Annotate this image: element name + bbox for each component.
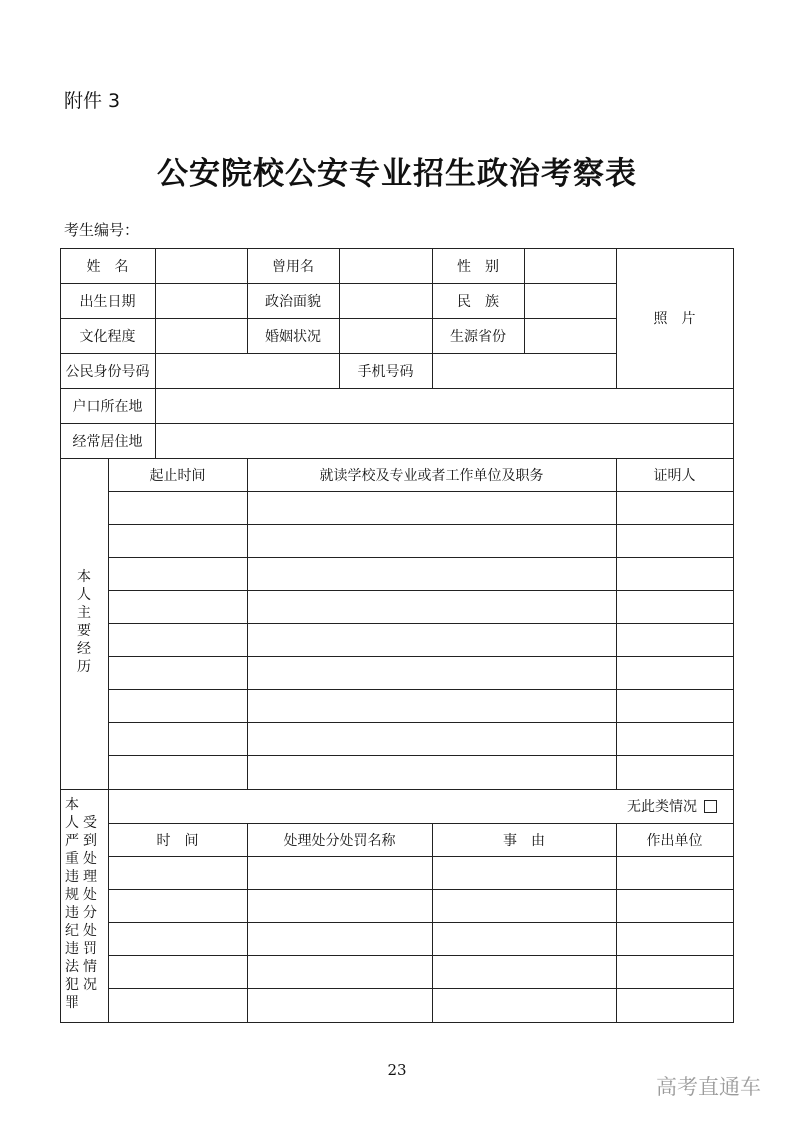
experience-period-header: 起止时间 (149, 467, 206, 484)
education-label: 文化程度 (79, 328, 136, 345)
experience-school-header: 就读学校及专业或者工作单位及职务 (319, 467, 544, 484)
source-province-label: 生源省份 (450, 328, 506, 345)
birth-date-field[interactable] (155, 283, 247, 318)
penalty-name-header: 处理处分处罚名称 (283, 832, 396, 849)
page-number: 23 (387, 1061, 407, 1079)
residence-label: 经常居住地 (72, 433, 143, 450)
household-field[interactable] (155, 388, 733, 423)
political-status-label: 政治面貌 (265, 293, 321, 310)
ethnicity-label: 民 族 (457, 293, 499, 310)
birth-date-label: 出生日期 (79, 293, 136, 310)
photo-box[interactable]: 照 片 (653, 311, 696, 327)
experience-section-label: 本 人 主 要 经 历 (77, 569, 91, 675)
exam-number-label: 考生编号： (64, 221, 140, 239)
former-name-field[interactable] (339, 248, 432, 283)
gender-label: 性 别 (457, 258, 499, 275)
penalty-time-header: 时 间 (156, 832, 199, 849)
penalty-reason-header: 事 由 (503, 832, 545, 849)
ethnicity-field[interactable] (524, 283, 616, 318)
experience-witness-header: 证明人 (653, 467, 696, 484)
no-such-record-text: 无此类情况 (627, 799, 697, 815)
no-such-record-option[interactable] (108, 789, 733, 823)
former-name-label: 曾用名 (272, 258, 314, 275)
name-label: 姓 名 (86, 258, 129, 275)
penalty-section-label-right: 受 到 处 理 处 分 处 罚 情 况 (83, 815, 97, 993)
marital-status-field[interactable] (339, 318, 432, 353)
education-field[interactable] (155, 318, 247, 353)
name-field[interactable] (155, 248, 247, 283)
source-province-field[interactable] (524, 318, 616, 353)
annex-label: 附件 3 (64, 90, 121, 112)
id-number-label: 公民身份号码 (65, 363, 150, 380)
residence-field[interactable] (155, 423, 733, 458)
id-number-field[interactable] (155, 353, 339, 388)
gender-field[interactable] (524, 248, 616, 283)
mobile-label: 手机号码 (357, 363, 414, 380)
penalty-section-label-left: 本 人 严 重 违 规 违 纪 违 法 犯 罪 (65, 797, 79, 1011)
marital-status-label: 婚姻状况 (265, 328, 321, 345)
political-status-field[interactable] (339, 283, 432, 318)
mobile-field[interactable] (432, 353, 616, 388)
household-label: 户口所在地 (72, 398, 143, 415)
no-such-record-checkbox[interactable] (704, 800, 717, 813)
form-title: 公安院校公安专业招生政治考察表 (157, 156, 637, 192)
watermark: 高考直通车 (656, 1075, 761, 1099)
penalty-unit-header: 作出单位 (646, 832, 703, 849)
